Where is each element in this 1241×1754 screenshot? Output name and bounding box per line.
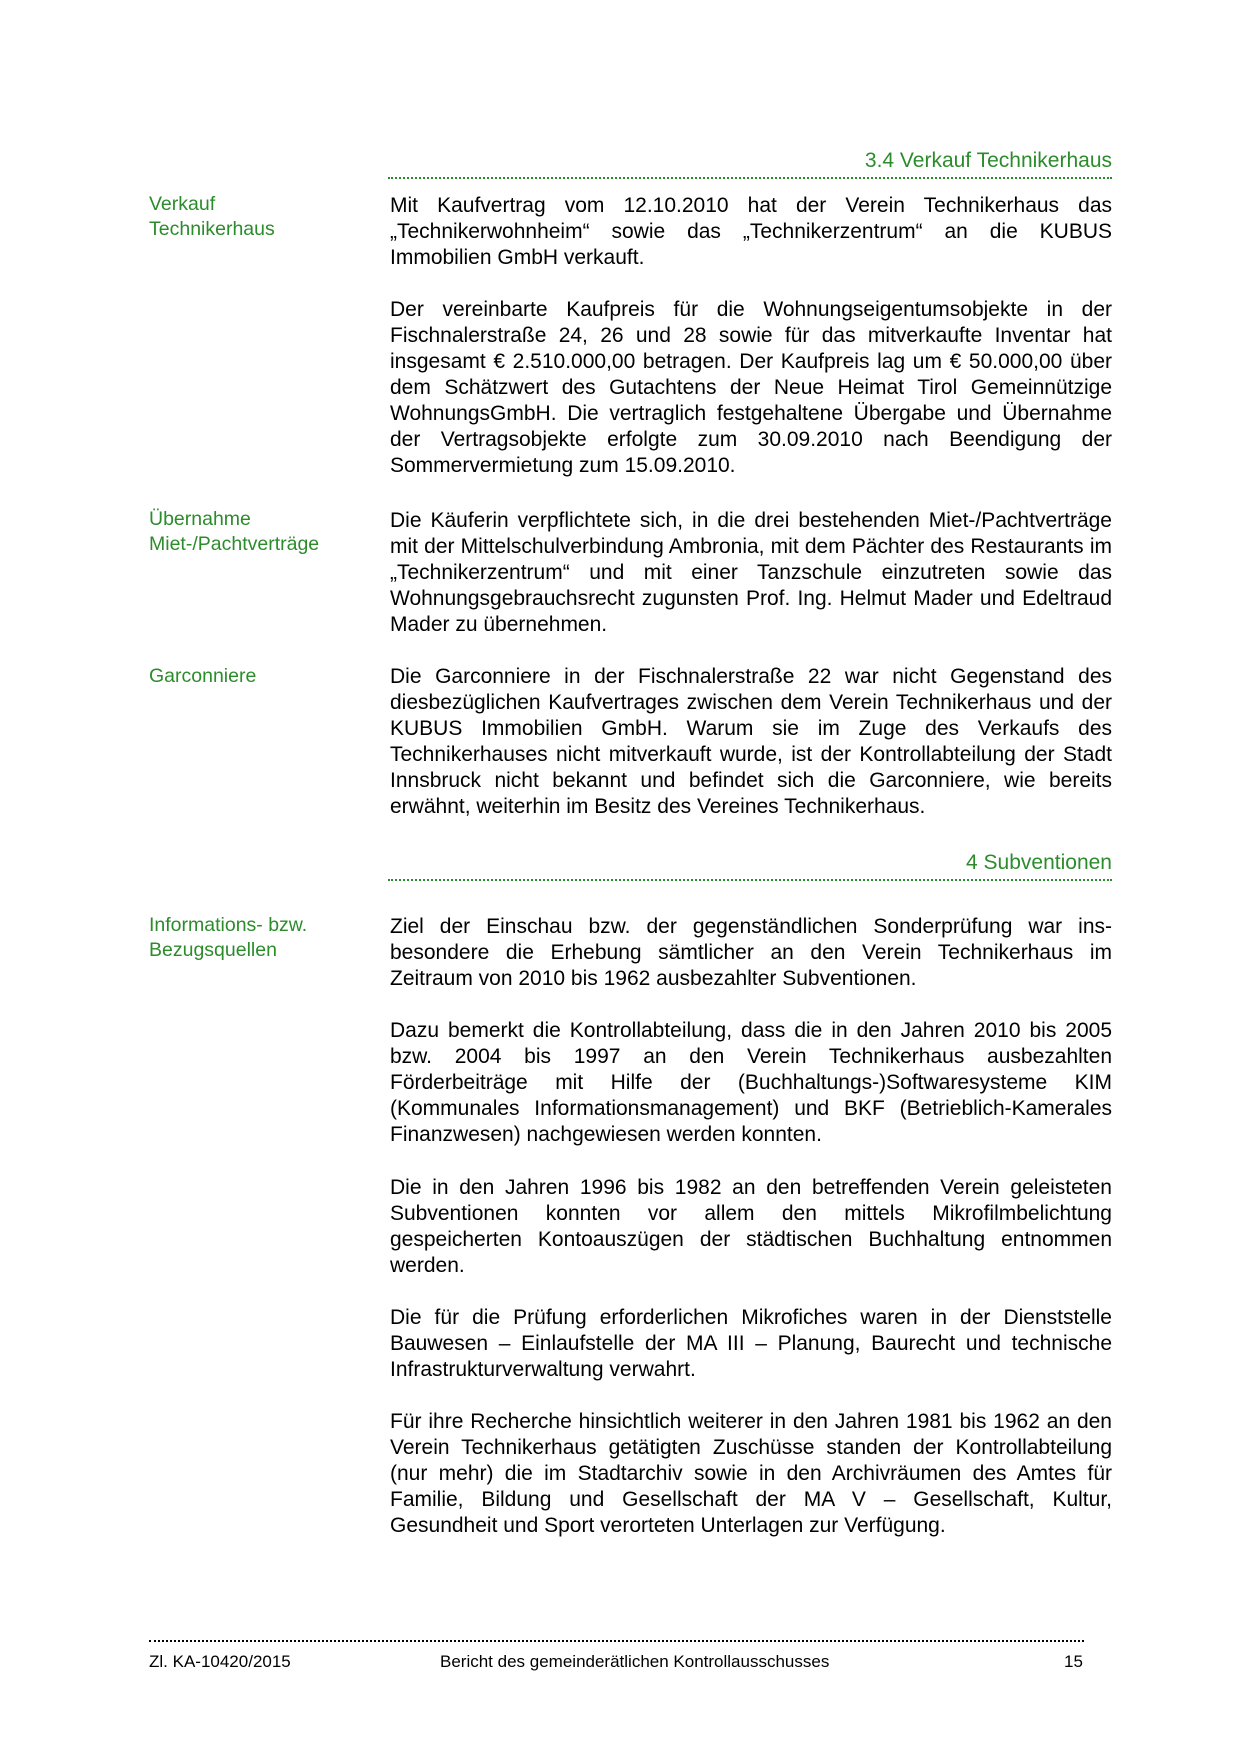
margin-label-garconniere <box>149 664 369 689</box>
section-heading-divider <box>388 177 1112 179</box>
margin-label-informationsquellen <box>149 913 369 963</box>
paragraph-mikrofilm: Die in den Jahren 1996 bis 1982 an den betreffenden Verein geleisteten Subventionen konnten vor allem den mittels Mikrofilmbelichtung gespeicherten Kontoauszügen der städtischen Buchhaltung entnommen werden. <box>390 1176 1112 1277</box>
section-heading-3-4: 3.4 Verkauf Technikerhaus <box>864 149 1112 172</box>
paragraph-softwaresysteme: Dazu bemerkt die Kontrollabteilung, dass die in den Jahren 2010 bis 2005 bzw. 2004 bis 1997 an den Verein Technikerhaus ausbezahlten Förderbeiträge mit Hilfe der (Buchhaltungs-)Softwaresysteme KIM (Kommunales Informationsmanagement) und BKF (Betrieblich-Kamerales Finanzwesen) nachgewiesen werden konnten. <box>390 1019 1112 1146</box>
margin-label-verkauf <box>149 192 369 242</box>
section-heading-4: 4 Subventionen <box>966 851 1112 874</box>
paragraph-kaufpreis: Der vereinbarte Kaufpreis für die Wohnungseigentumsobjekte in der Fischnalerstraße 24, 26 und 28 sowie für das mitverkaufte Inventar hat insgesamt € 2.510.000,00 betragen. Der Kaufpreis lag um € 50.000,00 über dem Schätzwert des Gutachtens der Neue Heimat Tirol Gemeinnützige WohnungsGmbH. Die vertraglich festgehaltene Übergabe und Übernahme der Vertragsobjekte erfolgte zum 30.09.2010 nach Beendigung der Sommervermietung zum 15.09.2010. <box>390 298 1112 477</box>
footer-title: Bericht des gemeinderätlichen Kontrollausschusses <box>440 1652 830 1671</box>
page-number: 15 <box>1064 1652 1083 1671</box>
margin-label-line: Verkauf <box>149 193 216 215</box>
margin-label-uebernahme <box>149 507 369 557</box>
paragraph-mikrofiches: Die für die Prüfung erforderlichen Mikrofiches waren in der Dienststelle Bauwesen – Einlaufstelle der MA III – Planung, Baurecht und technische Infrastrukturverwaltung verwahrt. <box>390 1306 1112 1381</box>
margin-label-line: Übernahme <box>149 508 251 530</box>
margin-label-line: Miet-/Pachtverträge <box>149 533 320 555</box>
margin-label-line: Bezugsquellen <box>149 939 277 961</box>
footer-reference: Zl. KA-10420/2015 <box>149 1652 291 1671</box>
footer-divider <box>149 1640 1084 1642</box>
paragraph-ziel-einschau: Ziel der Einschau bzw. der gegenständlichen Sonderprüfung war insbesondere die Erhebung sämtlicher an den Verein Technikerhaus im Zeitraum von 2010 bis 1962 ausbezahlter Subventionen. <box>390 915 1112 990</box>
paragraph-uebernahme: Die Käuferin verpflichtete sich, in die drei bestehenden Miet-/Pachtverträge mit der Mittelschulverbindung Ambronia, mit dem Pächter des Restaurants im „Technikerzentrum“ und mit einer Tanzschule einzutreten sowie das Wohnungsgebrauchsrecht zugunsten Prof. Ing. Helmut Mader und Edeltraud Mader zu übernehmen. <box>390 509 1112 636</box>
margin-label-line: Garconniere <box>149 665 257 687</box>
paragraph-recherche: Für ihre Recherche hinsichtlich weiterer in den Jahren 1981 bis 1962 an den Verein Technikerhaus getätigten Zuschüsse standen der Kontrollabteilung (nur mehr) die im Stadtarchiv sowie in den Archivräumen des Amtes für Familie, Bildung und Gesellschaft der MA V – Gesellschaft, Kultur, Gesundheit und Sport verorteten Unterlagen zur Verfügung. <box>390 1410 1112 1537</box>
margin-label-line: Technikerhaus <box>149 218 275 240</box>
paragraph-garconniere: Die Garconniere in der Fischnalerstraße 22 war nicht Gegenstand des diesbezüglichen Kaufvertrages zwischen dem Verein Technikerhaus und der KUBUS Immobilien GmbH. Warum sie im Zuge des Verkaufs des Technikerhauses nicht mitverkauft wurde, ist der Kontrollabteilung der Stadt Innsbruck nicht bekannt und befindet sich die Garconniere, wie bereits erwähnt, weiterhin im Besitz des Vereines Technikerhaus. <box>390 665 1112 818</box>
margin-label-line: Informations- bzw. <box>149 914 308 936</box>
section-heading-divider <box>388 879 1112 881</box>
paragraph-kaufvertrag: Mit Kaufvertrag vom 12.10.2010 hat der Verein Technikerhaus das „Technikerwohnheim“ sowie das „Technikerzentrum“ an die KUBUS Immobilien GmbH verkauft. <box>390 194 1112 269</box>
